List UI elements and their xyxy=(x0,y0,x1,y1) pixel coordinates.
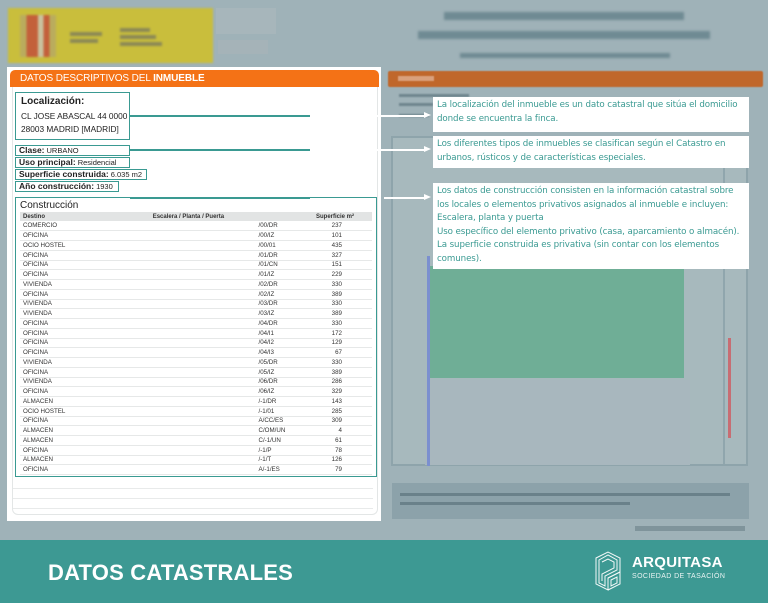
callout-clase: Los diferentes tipos de inmuebles se clasifican según el Catastro en urbanos, rústicos y de características especiales. xyxy=(433,136,749,168)
brand-name: ARQUITASA xyxy=(632,554,723,571)
field-superficie-construida: Superficie construida: 6.035 m2 xyxy=(15,169,147,180)
cell-destino: OFICINA xyxy=(20,465,88,475)
cell-destino: OFICINA xyxy=(20,260,88,270)
cell-superficie: 286 xyxy=(288,377,372,387)
cell-destino: OFICINA xyxy=(20,289,88,299)
table-row xyxy=(20,416,372,426)
cell-escalera-planta-puerta: /05/IZ xyxy=(88,367,288,377)
cell-superficie: 172 xyxy=(288,328,372,338)
cell-destino: OFICINA xyxy=(20,231,88,241)
col-superficie: Superficie m² xyxy=(288,212,372,221)
table-row xyxy=(20,367,372,377)
table-row xyxy=(20,387,372,397)
cell-superficie: 67 xyxy=(288,348,372,358)
cell-superficie: 78 xyxy=(288,445,372,455)
cell-destino: OFICINA xyxy=(20,367,88,377)
table-row xyxy=(20,377,372,387)
table-row xyxy=(20,289,372,299)
cell-destino: OFICINA xyxy=(20,416,88,426)
table-row xyxy=(20,445,372,455)
construction-box xyxy=(15,197,377,477)
cell-destino: ALMACEN xyxy=(20,436,88,446)
cell-superficie: 435 xyxy=(288,241,372,251)
table-row xyxy=(20,426,372,436)
cell-destino: OFICINA xyxy=(20,445,88,455)
table-row xyxy=(20,231,372,241)
table-row xyxy=(20,319,372,329)
connector-line-clase xyxy=(130,149,310,151)
property-description-panel xyxy=(7,67,381,521)
coat-of-arms-icon xyxy=(20,15,56,57)
table-row xyxy=(20,465,372,475)
cell-escalera-planta-puerta: /04/DR xyxy=(88,319,288,329)
blurred-section-header xyxy=(388,71,763,87)
col-destino: Destino xyxy=(20,212,88,221)
cell-destino: OFICINA xyxy=(20,319,88,329)
cell-escalera-planta-puerta: /-1/P xyxy=(88,445,288,455)
field-uso-principal: Uso principal: Residencial xyxy=(15,157,130,168)
cell-destino: OCIO HOSTEL xyxy=(20,406,88,416)
cell-escalera-planta-puerta: /00/IZ xyxy=(88,231,288,241)
cell-escalera-planta-puerta: /04/I3 xyxy=(88,348,288,358)
connector-line-location xyxy=(130,115,310,117)
cell-destino: ALMACEN xyxy=(20,455,88,465)
col-escalera-planta-puerta: Escalera / Planta / Puerta xyxy=(88,212,288,221)
table-row xyxy=(20,309,372,319)
cell-escalera-planta-puerta: C/-1/UN xyxy=(88,436,288,446)
cell-superficie: 389 xyxy=(288,367,372,377)
cell-destino: OFICINA xyxy=(20,387,88,397)
field-ano-construccion: Año construcción: 1930 xyxy=(15,181,119,192)
brand xyxy=(632,554,725,580)
table-row xyxy=(20,397,372,407)
cell-superficie: 101 xyxy=(288,231,372,241)
table-row xyxy=(20,280,372,290)
cell-destino: ALMACEN xyxy=(20,397,88,407)
section-header: DATOS DESCRIPTIVOS DEL INMUEBLE xyxy=(10,70,379,87)
cell-superficie: 4 xyxy=(288,426,372,436)
cell-escalera-planta-puerta: /02/DR xyxy=(88,280,288,290)
cell-escalera-planta-puerta: /00/01 xyxy=(88,241,288,251)
cell-escalera-planta-puerta: /01/DR xyxy=(88,250,288,260)
empty-table-rows xyxy=(13,479,373,509)
cell-superficie: 229 xyxy=(288,270,372,280)
cell-escalera-planta-puerta: /03/IZ xyxy=(88,309,288,319)
table-row xyxy=(20,328,372,338)
address-line-1: CL JOSE ABASCAL 44 0000 xyxy=(21,111,128,121)
table-row xyxy=(20,358,372,368)
cell-superficie: 330 xyxy=(288,299,372,309)
cell-escalera-planta-puerta: C/OM/UN xyxy=(88,426,288,436)
table-row xyxy=(20,299,372,309)
cell-destino: OFICINA xyxy=(20,270,88,280)
cell-destino: VIVIENDA xyxy=(20,309,88,319)
table-row xyxy=(20,241,372,251)
arrow-icon xyxy=(424,194,431,200)
table-row xyxy=(20,270,372,280)
cell-escalera-planta-puerta: /-1/T xyxy=(88,455,288,465)
table-row xyxy=(20,455,372,465)
callout-construccion: Los datos de construcción consisten en la información catastral sobre los locales o elementos privativos asignados al inmueble e incluyen: Escalera, planta y puerta Uso específico del elemento privativo (casa, aparcamiento o almacén). La superficie construida es privativa (sin contar con los elementos comunes). xyxy=(433,183,749,269)
cell-superficie: 143 xyxy=(288,397,372,407)
cell-superficie: 389 xyxy=(288,289,372,299)
address-line-2: 28003 MADRID [MADRID] xyxy=(21,124,119,134)
cell-destino: OFICINA xyxy=(20,328,88,338)
cell-escalera-planta-puerta: /01/CN xyxy=(88,260,288,270)
cell-superficie: 327 xyxy=(288,250,372,260)
cell-escalera-planta-puerta: /06/DR xyxy=(88,377,288,387)
government-crest-banner xyxy=(8,8,213,63)
cell-destino: OFICINA xyxy=(20,338,88,348)
cell-escalera-planta-puerta: /00/DR xyxy=(88,221,288,231)
cell-escalera-planta-puerta: /04/I1 xyxy=(88,328,288,338)
cell-escalera-planta-puerta: /-1/01 xyxy=(88,406,288,416)
arquitasa-logo-icon xyxy=(593,550,623,592)
cell-escalera-planta-puerta: /03/DR xyxy=(88,299,288,309)
cell-superficie: 129 xyxy=(288,338,372,348)
cell-destino: VIVIENDA xyxy=(20,377,88,387)
cell-destino: VIVIENDA xyxy=(20,280,88,290)
cell-superficie: 79 xyxy=(288,465,372,475)
location-box xyxy=(15,92,130,140)
cell-superficie: 61 xyxy=(288,436,372,446)
cell-superficie: 237 xyxy=(288,221,372,231)
cell-destino: OCIO HOSTEL xyxy=(20,241,88,251)
cell-escalera-planta-puerta: A/-1/ES xyxy=(88,465,288,475)
footer-band xyxy=(0,540,768,603)
cell-destino: COMERCIO xyxy=(20,221,88,231)
cell-superficie: 309 xyxy=(288,416,372,426)
cell-superficie: 126 xyxy=(288,455,372,465)
callout-location: La localización del inmueble es un dato catastral que sitúa el domicilio donde se encuentra la finca. xyxy=(433,97,749,132)
cell-superficie: 329 xyxy=(288,387,372,397)
cell-destino: OFICINA xyxy=(20,250,88,260)
cell-escalera-planta-puerta: A/CC/ES xyxy=(88,416,288,426)
cell-superficie: 151 xyxy=(288,260,372,270)
brand-subtitle: SOCIEDAD DE TASACIÓN xyxy=(632,573,726,580)
cell-superficie: 330 xyxy=(288,319,372,329)
table-row xyxy=(20,406,372,416)
cell-escalera-planta-puerta: /02/IZ xyxy=(88,289,288,299)
cell-superficie: 330 xyxy=(288,358,372,368)
arrow-icon xyxy=(424,146,431,152)
cell-destino: ALMACEN xyxy=(20,426,88,436)
cell-escalera-planta-puerta: /04/I2 xyxy=(88,338,288,348)
table-row xyxy=(20,436,372,446)
arrow-icon xyxy=(424,112,431,118)
cell-superficie: 285 xyxy=(288,406,372,416)
cell-escalera-planta-puerta: /01/IZ xyxy=(88,270,288,280)
table-row xyxy=(20,338,372,348)
table-row xyxy=(20,348,372,358)
table-row xyxy=(20,250,372,260)
cell-superficie: 389 xyxy=(288,309,372,319)
field-clase: Clase: URBANO xyxy=(15,145,130,156)
location-label: Localización: xyxy=(21,96,85,107)
footer-title: DATOS CATASTRALES xyxy=(48,560,293,585)
construction-title: Construcción xyxy=(20,200,79,211)
connector-line-construccion xyxy=(130,197,310,199)
cell-escalera-planta-puerta: /-1/DR xyxy=(88,397,288,407)
cell-destino: OFICINA xyxy=(20,348,88,358)
construction-table xyxy=(20,212,372,475)
cell-escalera-planta-puerta: /05/DR xyxy=(88,358,288,368)
table-row xyxy=(20,221,372,231)
cell-destino: VIVIENDA xyxy=(20,299,88,309)
table-row xyxy=(20,260,372,270)
cell-superficie: 330 xyxy=(288,280,372,290)
cell-escalera-planta-puerta: /06/IZ xyxy=(88,387,288,397)
cell-destino: VIVIENDA xyxy=(20,358,88,368)
